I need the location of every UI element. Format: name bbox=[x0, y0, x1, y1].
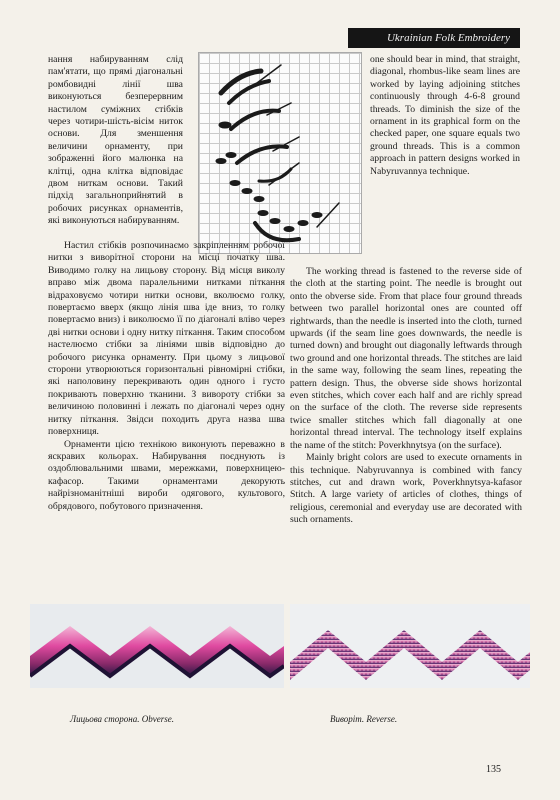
english-text-main bbox=[290, 266, 522, 527]
english-paragraph-3: Mainly bright colors are used to execute ornaments in this technique. Nabyruvannya is combined with fancy stitches, cut and drawn work, Poverkhnytsya-kafasor Stitch. A large variety of articles of clothes, things of religious, ceremonial and everyday use are decorated with such ornaments. bbox=[290, 452, 522, 526]
obverse-embroidery-photo bbox=[30, 604, 284, 688]
reverse-zigzag-image bbox=[290, 604, 530, 688]
reverse-embroidery-photo bbox=[290, 604, 530, 688]
ukrainian-paragraph-2: Настил стібків розпочинаємо закріпленням робочої нитки з виворітної сторони на місці початку шва. Виводимо голку на лицьову сторону. Від місця виколу вправо між двома паралельними нитками піткання відраховуємо чотири нитки основи, вколюємо голку, повертаємо вверх (якщо лінія шва іде вниз, то голку повертаємо вниз) і виколюємо її по діагоналі вліво через дві нитки основи і одну нитку піткання. Таким способом настелюємо стібки за лініями швів відповідно до робочого рисунка орнаменту. При цьому з лицьової сторони утворюються горизонтальні рівномірні стібки, які наполовину перекривають один одного і густо покривають поверхню тканини. З вивороту стібки за величиною половинні і лежать по діагоналі через одну нитку піткання. Звідси походить друга назва шва поверхниця. bbox=[48, 240, 285, 438]
reverse-caption: Виворіт. Reverse. bbox=[330, 714, 398, 724]
stitch-diagram bbox=[198, 52, 362, 254]
obverse-zigzag-image bbox=[30, 604, 284, 688]
running-header bbox=[348, 28, 520, 48]
ukrainian-paragraph-1: нання набируванням слід пам'ятати, що прямі діагональні ромбовидні лінії шва виконуються безперервним настилом суміжних стібків через чотири-шість-вісім ниток основи. Для зменшення величини орнаменту, при зображенні його малюнка на клітці, одна клітка відповідає двом ниткам основи. Такий підхід загальноприйнятий в робочих рисунках орнаментів, які виконуються набируванням. bbox=[48, 54, 183, 227]
header-title: Ukrainian Folk Embroidery bbox=[386, 32, 510, 44]
ukrainian-paragraph-3: Орнаменти цією технікою виконують переважно в яскравих кольорах. Набирування поєднують із оздоблювальними швами, мережками, поверхницею-кафасор. Такими орнаментами декорують найрізноманітніші вироби одягового, культового, обрядового, побутового призначення. bbox=[48, 438, 285, 512]
ukrainian-text-main bbox=[48, 240, 285, 513]
page-number: 135 bbox=[486, 764, 501, 775]
english-paragraph-2: The working thread is fastened to the reverse side of the cloth at the starting point. The needle is brought out onto the obverse side. From that place four ground threads between two parallel horizontal ones are counted off rightwards, than the needle is inserted into the cloth, turned upwards (if the seam line goes downwards, the needle is turned down) and brought out diagonally leftwards through two ground and one horizontal threads. The stitches are laid in the same way, following the seam lines, repeating the pattern design. Thus, the obverse side shows horizontal even stitches, which cover each half and are richly spread on the surface of the cloth. The reverse side represents twice smaller stitches which fall diagonally at one horizontal thread interval. The technology itself explains the name of the stitch: Poverkhnytsya (on the surface). bbox=[290, 266, 522, 451]
obverse-caption: Лицьова сторона. Obverse. bbox=[70, 714, 174, 724]
english-text-top bbox=[370, 54, 520, 178]
english-paragraph-1: one should bear in mind, that straight, diagonal, rhombus-like seam lines are worked by laying adjoining stitches continuously through 4-6-8 ground threads. To diminish the size of the ornament in its graphical form on the checked paper, one square equals two ground threads. This is a common approach in pattern designs worked in Nabyruvannya technique. bbox=[370, 54, 520, 177]
ukrainian-text-top bbox=[48, 54, 183, 228]
stitch-diagram-drawing bbox=[199, 53, 361, 253]
